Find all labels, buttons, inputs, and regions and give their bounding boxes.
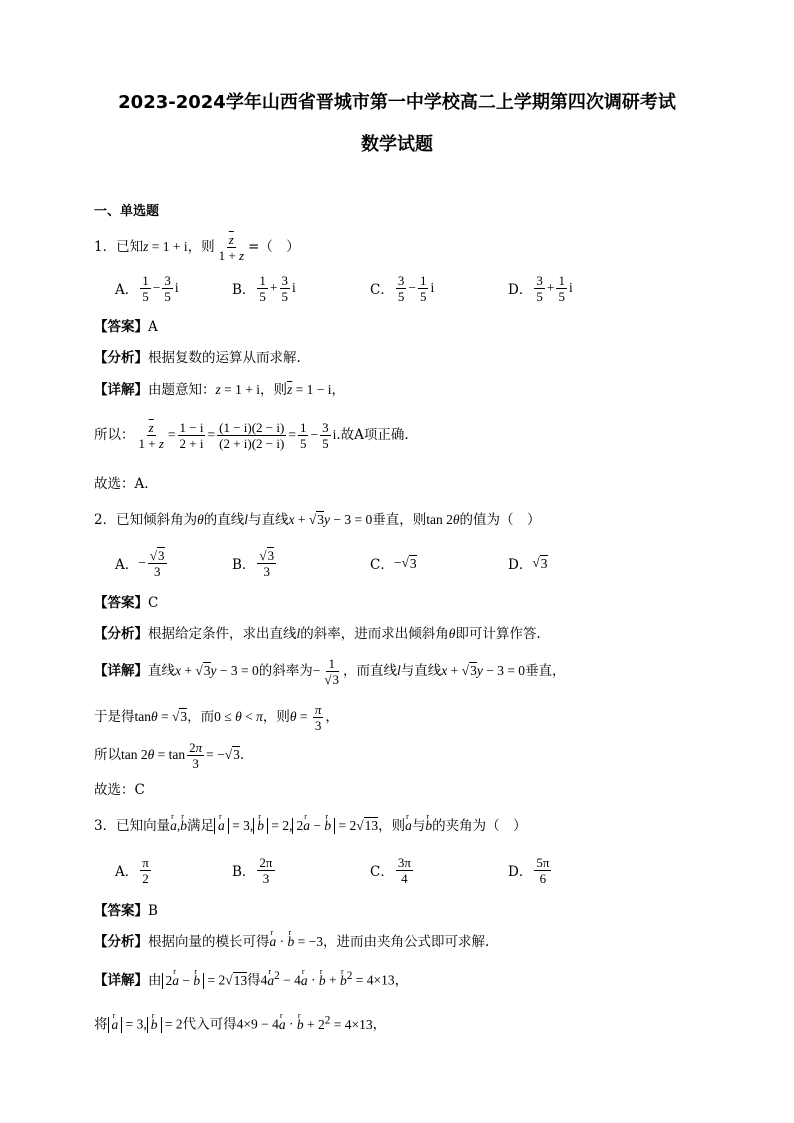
q2-options xyxy=(0,543,794,583)
q3-option-d[interactable]: D． $\frac{5\pi}{6}$ xyxy=(508,854,550,886)
q1-detail: 【详解】由题意知：z = 1 + i，则$\overline{z} = 1 - i$， xyxy=(94,382,345,398)
q1-answer: 【答案】A xyxy=(94,319,158,335)
q2-detail-line2: 于是得tanθ = √3，而0 ≤ θ < π，则θ = $\frac{\pi}{3}$ ， xyxy=(94,702,339,733)
q3-stem: 3．已知向量r a,r b满足 r a = 3, r b = 2, 2r a − r b = 2√13，则r a与r b的夹角为（ ） xyxy=(94,816,527,836)
q2-answer: 【答案】C xyxy=(94,595,159,611)
q2-detail-line3: 所以tan 2θ = tan $\frac{2\pi}{3}$ = −√3. xyxy=(94,740,245,771)
q1-option-a[interactable]: A． $\frac{1}{5}$ − $\frac{3}{5}$ i xyxy=(115,272,179,304)
q1-option-d[interactable]: D． $\frac{3}{5}$ + $\frac{1}{5}$ i xyxy=(508,272,573,304)
q2-detail: 【详解】直线x + √3y − 3 = 0的斜率为− $\frac{1}{√3}$ ，而直线l与直线x + √3y − 3 = 0垂直， xyxy=(94,656,566,687)
q2-option-b[interactable]: B． $\frac{√3}{3}$ xyxy=(232,547,275,579)
q3-option-a[interactable]: A． $\frac{\pi}{2}$ xyxy=(115,854,149,886)
q2-option-a[interactable]: A． − $\frac{√3}{3}$ xyxy=(115,547,165,579)
q3-detail: 【详解】由 2r a − r b = 2√13得4r $a^2 - 4r$ a · r b + r $b^2 = 4\times 13$， xyxy=(94,966,408,991)
q3-option-c[interactable]: C． $\frac{3\pi}{4}$ xyxy=(370,854,411,886)
q2-stem: 2．已知倾斜角为θ的直线l与直线x + √3y − 3 = 0垂直，则tan 2θ的值为（ ） xyxy=(94,512,541,528)
q2-option-d[interactable]: D． √ 3 xyxy=(508,555,548,573)
q3-options xyxy=(0,850,794,890)
q1-options xyxy=(0,268,794,308)
q1-option-b[interactable]: B． $\frac{1}{5}$ + $\frac{3}{5}$ i xyxy=(232,272,296,304)
document-title: 2023-2024学年山西省晋城市第一中学校高二上学期第四次调研考试 xyxy=(118,92,676,113)
q1-choose: 故选：A. xyxy=(94,476,149,492)
q3-option-b[interactable]: B． $\frac{2\pi}{3}$ xyxy=(232,854,273,886)
q3-detail-line2: 将 r a = 3, r b = 2代入可得4×9 − 4r a · r $b + 2^2 = 4\times 13$， xyxy=(94,1010,386,1035)
q3-analysis: 【分析】根据向量的模长可得r a · r b = −3，进而由夹角公式即可求解. xyxy=(94,932,489,952)
q2-option-c[interactable]: C． −√ 3 xyxy=(370,555,417,573)
q1-solution: 所以： $\frac{\overline{z}}{1 + z}$ = $\frac{1 - i}{2 + i}$ = $\frac{(1 - i)(2 - i)}{(2 + i)(2 - i)}$ = $\frac{1}{5}$ − $\frac{3}{5}$ i.故A项正确. xyxy=(94,420,409,451)
q1-fraction: $\frac{\overline{z}}{1 + z}$ xyxy=(218,232,244,263)
q1-option-c[interactable]: C． $\frac{3}{5}$ − $\frac{1}{5}$ i xyxy=(370,272,435,304)
q3-answer: 【答案】B xyxy=(94,903,158,919)
q2-analysis: 【分析】根据给定条件，求出直线l的斜率，进而求出倾斜角θ即可计算作答. xyxy=(94,626,541,642)
q2-choose: 故选：C xyxy=(94,782,145,798)
section-title: 一、单选题 xyxy=(94,204,160,219)
q1-stem: 1．已知z = 1 + i，则 $\frac{\overline{z}}{1 + z}$ =（ ） xyxy=(94,232,300,263)
q1-analysis: 【分析】根据复数的运算从而求解. xyxy=(94,350,301,366)
document-subtitle: 数学试题 xyxy=(361,134,433,155)
